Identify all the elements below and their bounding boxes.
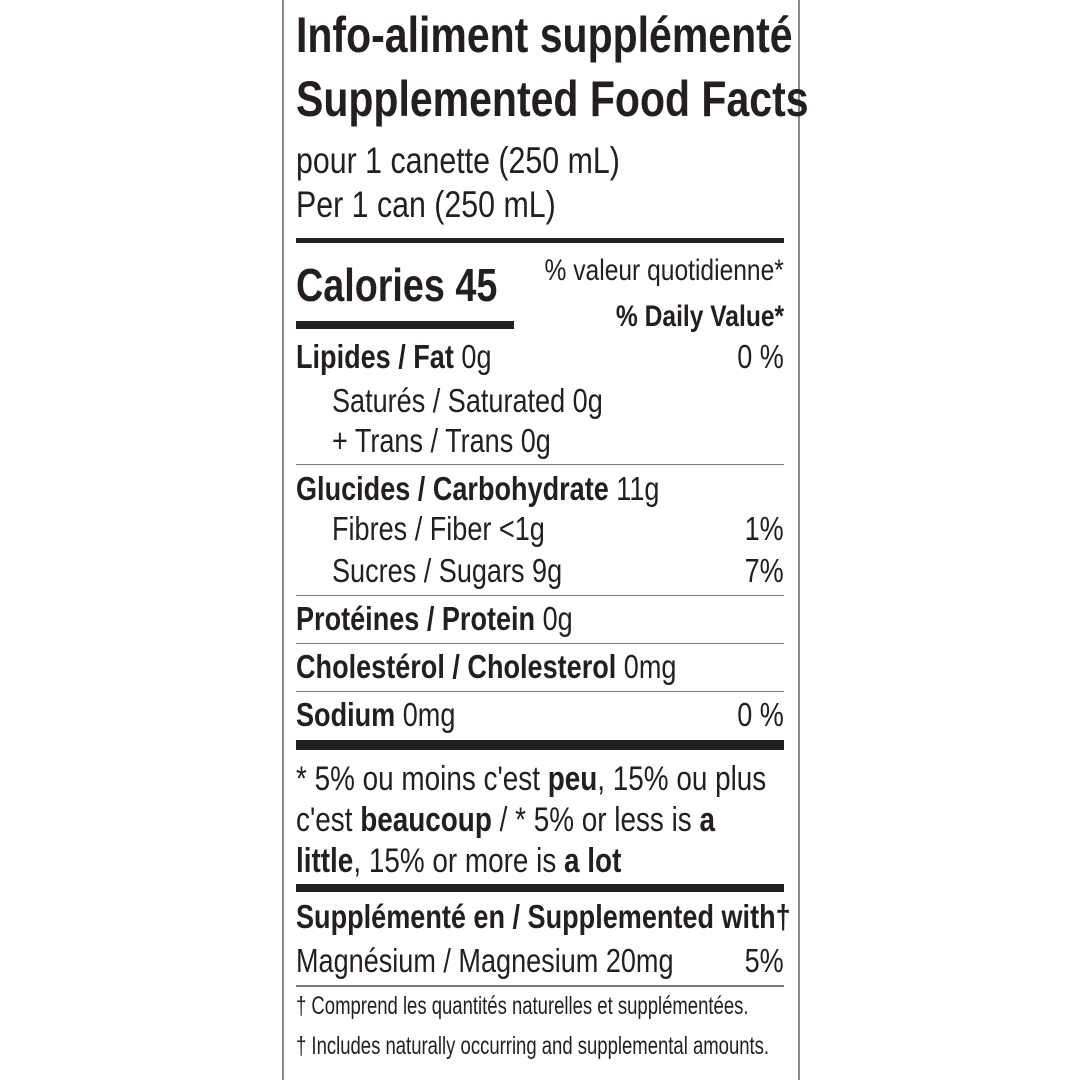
fat-dv: 0 % — [737, 338, 784, 375]
magnesium-row: Magnésium / Magnesium 20mg — [296, 942, 674, 979]
footnote-emphasis: a lot — [564, 842, 622, 880]
trans-row: + Trans / Trans 0g — [332, 422, 551, 459]
footnote-emphasis: little — [296, 842, 354, 880]
carb-label: Glucides / Carbohydrate — [296, 470, 609, 507]
footnote-emphasis: beaucoup — [360, 801, 492, 839]
fat-amount: 0g — [461, 338, 492, 375]
cholesterol-label: Cholestérol / Cholesterol — [296, 648, 617, 685]
saturated-row: Saturés / Saturated 0g — [332, 382, 603, 419]
fat-row — [296, 340, 492, 373]
nutrients-rule — [296, 740, 784, 750]
sugars-dv: 7% — [744, 552, 784, 589]
sodium-row — [296, 698, 455, 731]
footnote-emphasis: a — [699, 801, 716, 839]
sodium-amount: 0mg — [402, 696, 456, 733]
title-french: Info-aliment supplémenté — [296, 7, 793, 63]
carb-divider — [296, 595, 784, 596]
carb-amount: 11g — [616, 470, 660, 507]
footnote-text: , 15% ou plus — [597, 760, 767, 798]
protein-divider — [296, 643, 784, 644]
footnote-line-3 — [296, 844, 621, 878]
cholesterol-divider — [296, 691, 784, 692]
fat-label: Lipides / Fat — [296, 338, 454, 375]
fiber-row: Fibres / Fiber <1g — [332, 510, 545, 547]
fiber-dv: 1% — [744, 510, 784, 547]
carb-row — [296, 472, 659, 505]
magnesium-dv: 5% — [744, 942, 784, 979]
supplemented-divider — [296, 985, 784, 987]
footnote-text: c'est — [296, 801, 361, 839]
footnote-line-2 — [296, 803, 715, 837]
footnote-emphasis: peu — [547, 760, 598, 798]
serving-size-english: Per 1 can (250 mL) — [296, 184, 556, 225]
calories-label — [296, 259, 498, 311]
footnote-rule — [296, 884, 784, 892]
footnote-line-1 — [296, 762, 766, 796]
note-french: † Comprend les quantités naturelles et supplémentées. — [296, 992, 749, 1020]
footnote-text: / * 5% or less is — [491, 801, 700, 839]
calories-value: 45 — [455, 259, 498, 311]
sugars-row: Sucres / Sugars 9g — [332, 552, 563, 589]
fat-divider — [296, 464, 784, 465]
daily-value-english: % Daily Value* — [615, 300, 784, 333]
cholesterol-row — [296, 650, 676, 683]
sodium-label: Sodium — [296, 696, 396, 733]
protein-amount: 0g — [542, 600, 573, 637]
calories-text: Calories — [296, 259, 445, 311]
cholesterol-amount: 0mg — [623, 648, 677, 685]
footnote-text: * 5% ou moins c'est — [296, 760, 548, 798]
title-english: Supplemented Food Facts — [296, 71, 809, 127]
header-rule — [296, 238, 784, 243]
nutrition-facts-label — [282, 0, 809, 1080]
serving-size-french: pour 1 canette (250 mL) — [296, 140, 620, 181]
protein-row — [296, 602, 573, 635]
calories-rule — [296, 321, 514, 329]
protein-label: Protéines / Protein — [296, 600, 536, 637]
sodium-dv: 0 % — [737, 696, 784, 733]
label-content — [296, 0, 809, 1080]
daily-value-french: % valeur quotidienne* — [544, 254, 784, 287]
footnote-text: , 15% or more is — [353, 842, 565, 880]
supplemented-heading: Supplémenté en / Supplemented with† — [296, 898, 791, 935]
note-english: † Includes naturally occurring and supplemental amounts. — [296, 1032, 770, 1060]
